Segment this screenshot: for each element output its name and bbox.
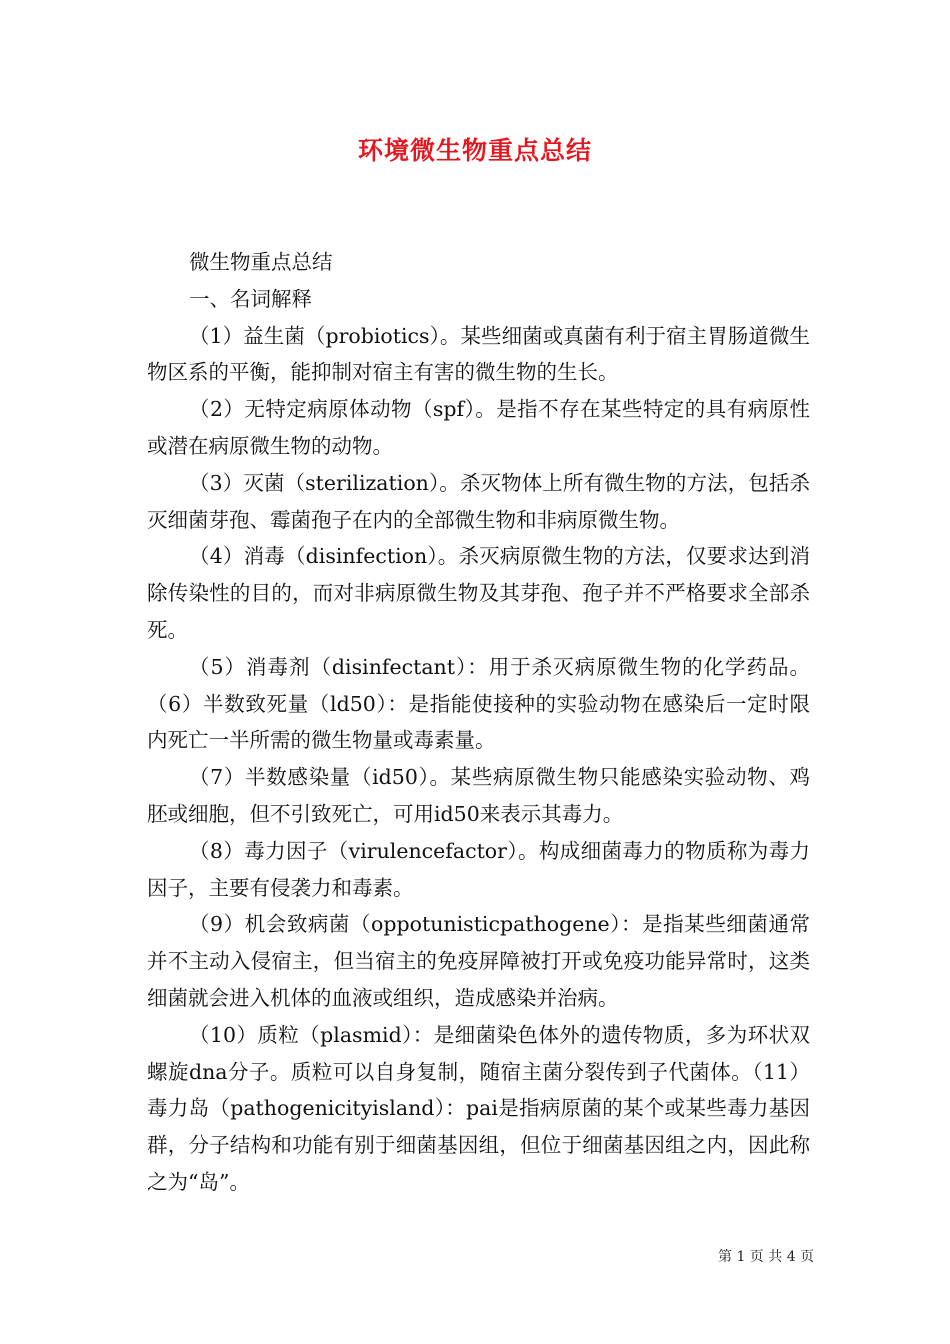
section-subheading: 一、名词解释: [189, 286, 312, 311]
document-body: [147, 244, 810, 1201]
definition-paragraph: （3）灭菌（sterilization）。杀灭物体上所有微生物的方法，包括杀灭细菌芽孢、霉菌孢子在内的全部微生物和非病原微生物。: [147, 470, 810, 532]
definition-paragraph: （1）益生菌（probiotics）。某些细菌或真菌有利于宿主胃肠道微生物区系的平衡，能抑制对宿主有害的微生物的生长。: [147, 323, 810, 385]
definition-paragraph: （4）消毒（disinfection）。杀灭病原微生物的方法，仅要求达到消除传染性的目的，而对非病原微生物及其芽孢、孢子并不严格要求全部杀死。: [147, 544, 810, 642]
section-heading: 微生物重点总结: [189, 250, 333, 274]
definition-paragraph: （7）半数感染量（id50）。某些病原微生物只能感染实验动物、鸡胚或细胞，但不引致死亡，可用id50来表示其毒力。: [147, 765, 810, 826]
definition-paragraph: （5）消毒剂（disinfectant）：用于杀灭病原微生物的化学药品。（6）半数致死量（ld50）：是指能使接种的实验动物在感染后一定时限内死亡一半所需的微生物量或毒素量。: [147, 654, 810, 753]
definition-paragraph: （10）质粒（plasmid）：是细菌染色体外的遗传物质，多为环状双螺旋dna分子。质粒可以自身复制，随宿主菌分裂传到子代菌体。（11）毒力岛（pathogenicityisland）：pai是指病原菌的某个或某些毒力基因群，分子结构和功能有别于细菌基因组，但位于细菌基因组之内，因此称之为“岛”。: [147, 1022, 810, 1194]
page-number-footer: 第 1 页 共 4 页: [718, 1249, 815, 1265]
definition-paragraph: （9）机会致病菌（oppotunisticpathogene）：是指某些细菌通常并不主动入侵宿主，但当宿主的免疫屏障被打开或免疫功能异常时，这类细菌就会进入机体的血液或组织，造成感染并治病。: [147, 912, 810, 1010]
definition-paragraph: （8）毒力因子（virulencefactor）。构成细菌毒力的物质称为毒力因子，主要有侵袭力和毒素。: [147, 838, 810, 900]
document-title: 环境微生物重点总结: [357, 136, 592, 165]
definition-paragraph: （2）无特定病原体动物（spf）。是指不存在某些特定的具有病原性或潜在病原微生物的动物。: [147, 397, 810, 458]
